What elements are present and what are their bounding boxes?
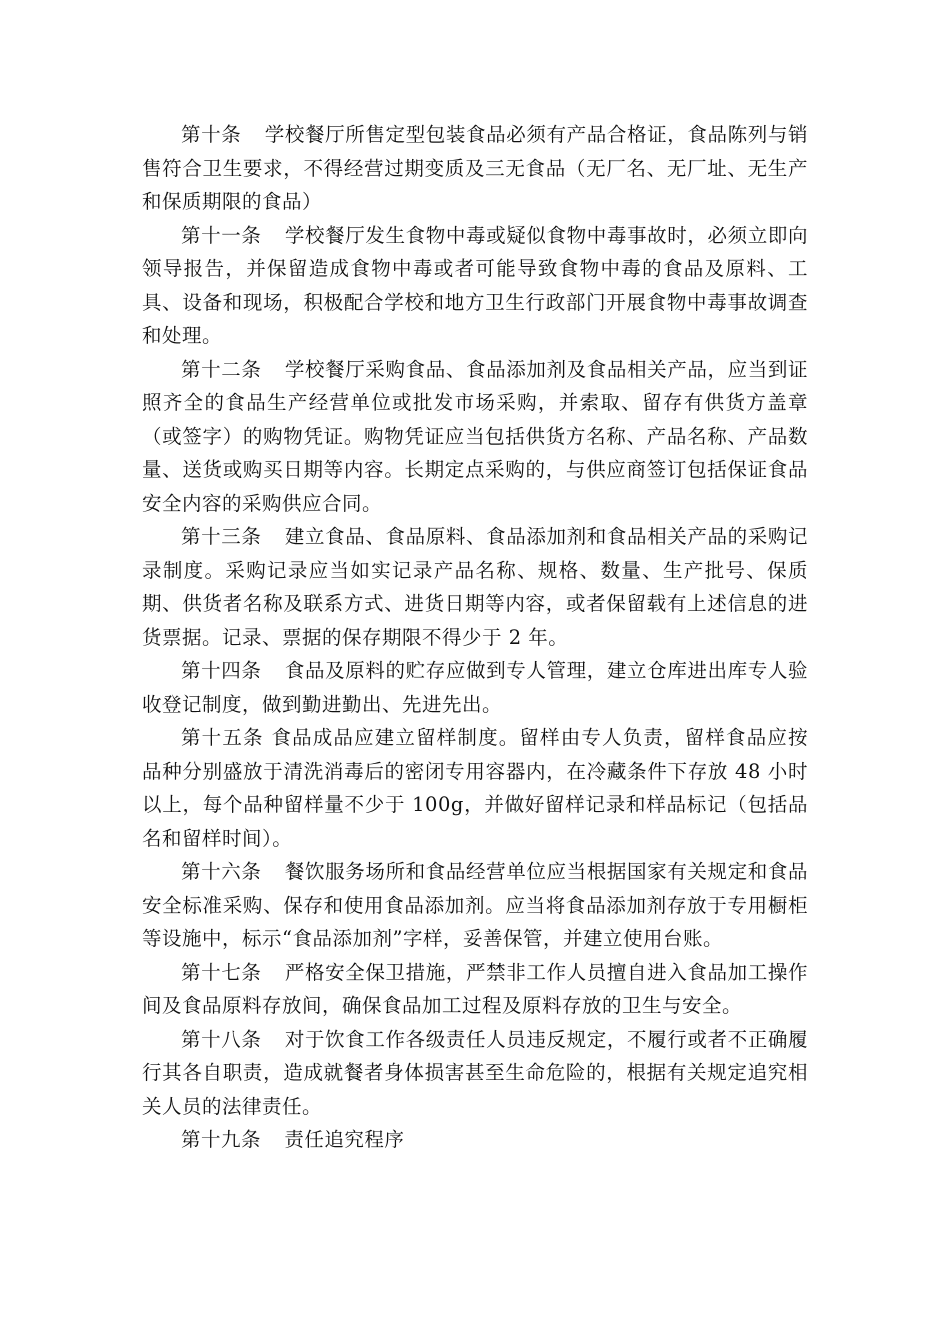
article-14: [142, 654, 808, 721]
article-text: 学校餐厅所售定型包装食品必须有产品合格证，食品陈列与销售符合卫生要求，不得经营过期变质及三无食品（无厂名、无厂址、无生产和保质期限的食品）: [142, 123, 808, 213]
article-number: 第十条: [181, 123, 242, 146]
article-text: 学校餐厅发生食物中毒或疑似食物中毒事故时，必须立即向领导报告，并保留造成食物中毒或者可能导致食物中毒的食品及原料、工具、设备和现场，积极配合学校和地方卫生行政部门开展食物中毒事故调查和处理。: [142, 223, 808, 347]
document-body: [142, 118, 808, 1157]
article-number: 第十三条: [181, 525, 262, 548]
article-text: 对于饮食工作各级责任人员违反规定，不履行或者不正确履行其各自职责，造成就餐者身体损害甚至生命危险的，根据有关规定追究相关人员的法律责任。: [142, 1027, 808, 1118]
article-number: 第十五条: [181, 726, 264, 749]
article-text: 严格安全保卫措施，严禁非工作人员擅自进入食品加工操作间及食品原料存放间，确保食品加工过程及原料存放的卫生与安全。: [142, 960, 808, 1017]
article-15: [142, 721, 808, 855]
article-text: 学校餐厅采购食品、食品添加剂及食品相关产品，应当到证照齐全的食品生产经营单位或批发市场采购，并索取、留存有供货方盖章（或签字）的购物凭证。购物凭证应当包括供货方名称、产品名称、产品数量、送货或购买日期等内容。长期定点采购的，与供应商签订包括保证食品安全内容的采购供应合同。: [142, 357, 808, 515]
article-number: 第十六条: [181, 860, 262, 883]
article-17: [142, 956, 808, 1023]
article-12: [142, 353, 808, 521]
article-16: [142, 855, 808, 956]
article-text: 建立食品、食品原料、食品添加剂和食品相关产品的采购记录制度。采购记录应当如实记录产品名称、规格、数量、生产批号、保质期、供货者名称及联系方式、进货日期等内容，或者保留载有上述信息的进货票据。记录、票据的保存期限不得少于 2 年。: [142, 525, 808, 649]
article-number: 第十九条: [181, 1128, 262, 1151]
article-number: 第十八条: [181, 1027, 262, 1051]
article-10: [142, 118, 808, 219]
article-number: 第十一条: [181, 223, 262, 247]
article-text: 食品成品应建立留样制度。留样由专人负责，留样食品应按品种分别盛放于清洗消毒后的密闭专用容器内，在冷藏条件下存放 48 小时以上，每个品种留样量不少于 100g，并做好留样记录和样品标记（包括品名和留样时间）。: [142, 726, 808, 850]
article-13: [142, 520, 808, 654]
article-11: [142, 219, 808, 353]
article-number: 第十四条: [181, 659, 262, 682]
article-number: 第十二条: [181, 357, 262, 381]
article-text: 餐饮服务场所和食品经营单位应当根据国家有关规定和食品安全标准采购、保存和使用食品添加剂。应当将食品添加剂存放于专用橱柜等设施中，标示“食品添加剂”字样，妥善保管，并建立使用台账。: [142, 860, 808, 950]
article-text: 责任追究程序: [284, 1128, 405, 1151]
article-number: 第十七条: [181, 960, 262, 984]
article-text: 食品及原料的贮存应做到专人管理，建立仓库进出库专人验收登记制度，做到勤进勤出、先进先出。: [142, 659, 808, 716]
article-19: [142, 1123, 808, 1157]
article-18: [142, 1023, 808, 1124]
